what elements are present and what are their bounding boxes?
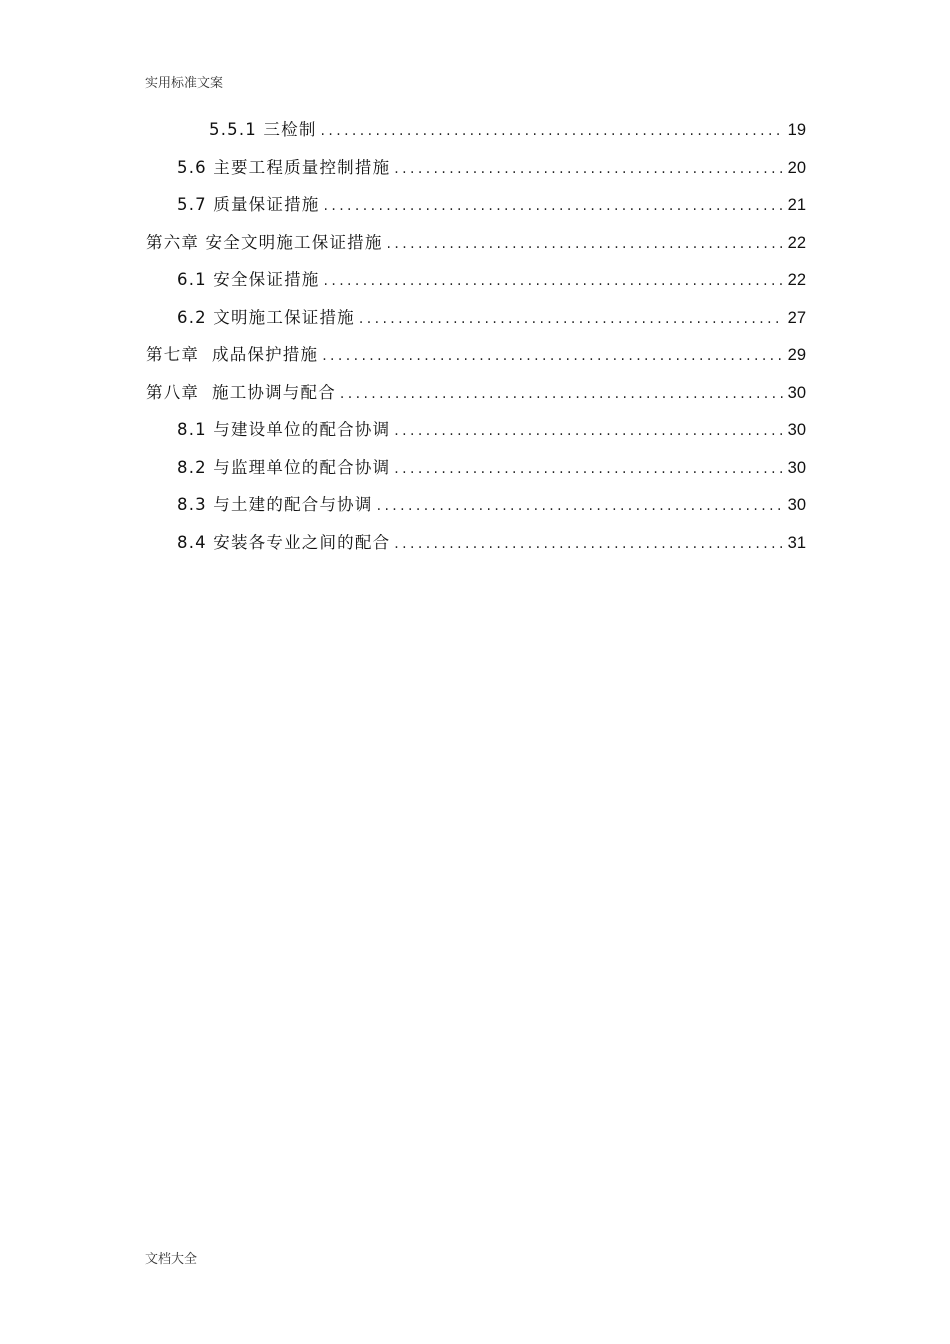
toc-entry-title: 5.5.1 三检制 [209,120,317,139]
toc-entry[interactable] [146,416,806,454]
toc-entry[interactable] [146,304,806,342]
toc-entry[interactable] [146,191,806,229]
toc-entry-title: 第八章 施工协调与配合 [146,382,336,402]
toc-entry-title: 8.2 与监理单位的配合协调 [177,457,391,477]
toc-entry-title: 第七章 成品保护措施 [146,345,319,364]
toc-dot-leader [387,236,784,252]
toc-dot-leader [340,386,784,402]
toc-entry[interactable] [146,491,806,529]
toc-entry[interactable] [146,266,806,304]
toc-entry-page: 20 [787,158,806,177]
toc-entry-page: 27 [787,308,806,327]
toc-entry[interactable] [146,229,806,267]
toc-dot-leader [359,311,784,327]
toc-entry-title: 6.1 安全保证措施 [177,270,320,289]
table-of-contents [146,116,806,566]
toc-entry-page: 19 [787,121,806,139]
toc-dot-leader [377,498,784,514]
toc-entry-title: 6.2 文明施工保证措施 [177,307,355,327]
toc-dot-leader [394,461,783,477]
toc-entry-page: 30 [787,496,806,514]
toc-entry-page: 22 [787,233,806,252]
toc-dot-leader [324,273,784,289]
toc-entry-page: 31 [787,533,806,552]
toc-entry[interactable] [146,379,806,417]
toc-entry-title: 8.3 与土建的配合与协调 [177,495,373,514]
toc-entry-page: 29 [787,346,806,364]
toc-entry-page: 30 [787,458,806,477]
toc-dot-leader [322,348,783,364]
page-header: 实用标准文案 [145,76,224,91]
toc-dot-leader [321,123,784,139]
page-footer: 文档大全 [145,1252,198,1267]
toc-entry-title: 5.7 质量保证措施 [177,195,320,214]
toc-entry[interactable] [146,454,806,492]
toc-entry-page: 30 [787,421,806,439]
toc-entry-title: 8.1 与建设单位的配合协调 [177,420,391,439]
toc-entry[interactable] [146,154,806,192]
toc-entry-title: 8.4 安装各专业之间的配合 [177,532,391,552]
toc-entry-page: 30 [787,383,806,402]
toc-entry[interactable] [146,116,806,154]
toc-entry-page: 22 [787,271,806,289]
toc-entry-title: 第六章 安全文明施工保证措施 [146,232,383,252]
toc-dot-leader [394,423,783,439]
toc-entry-title: 5.6 主要工程质量控制措施 [177,157,391,177]
toc-entry[interactable] [146,529,806,567]
toc-entry-page: 21 [787,196,806,214]
toc-dot-leader [394,536,783,552]
toc-dot-leader [324,198,784,214]
toc-dot-leader [394,161,783,177]
toc-entry[interactable] [146,341,806,379]
